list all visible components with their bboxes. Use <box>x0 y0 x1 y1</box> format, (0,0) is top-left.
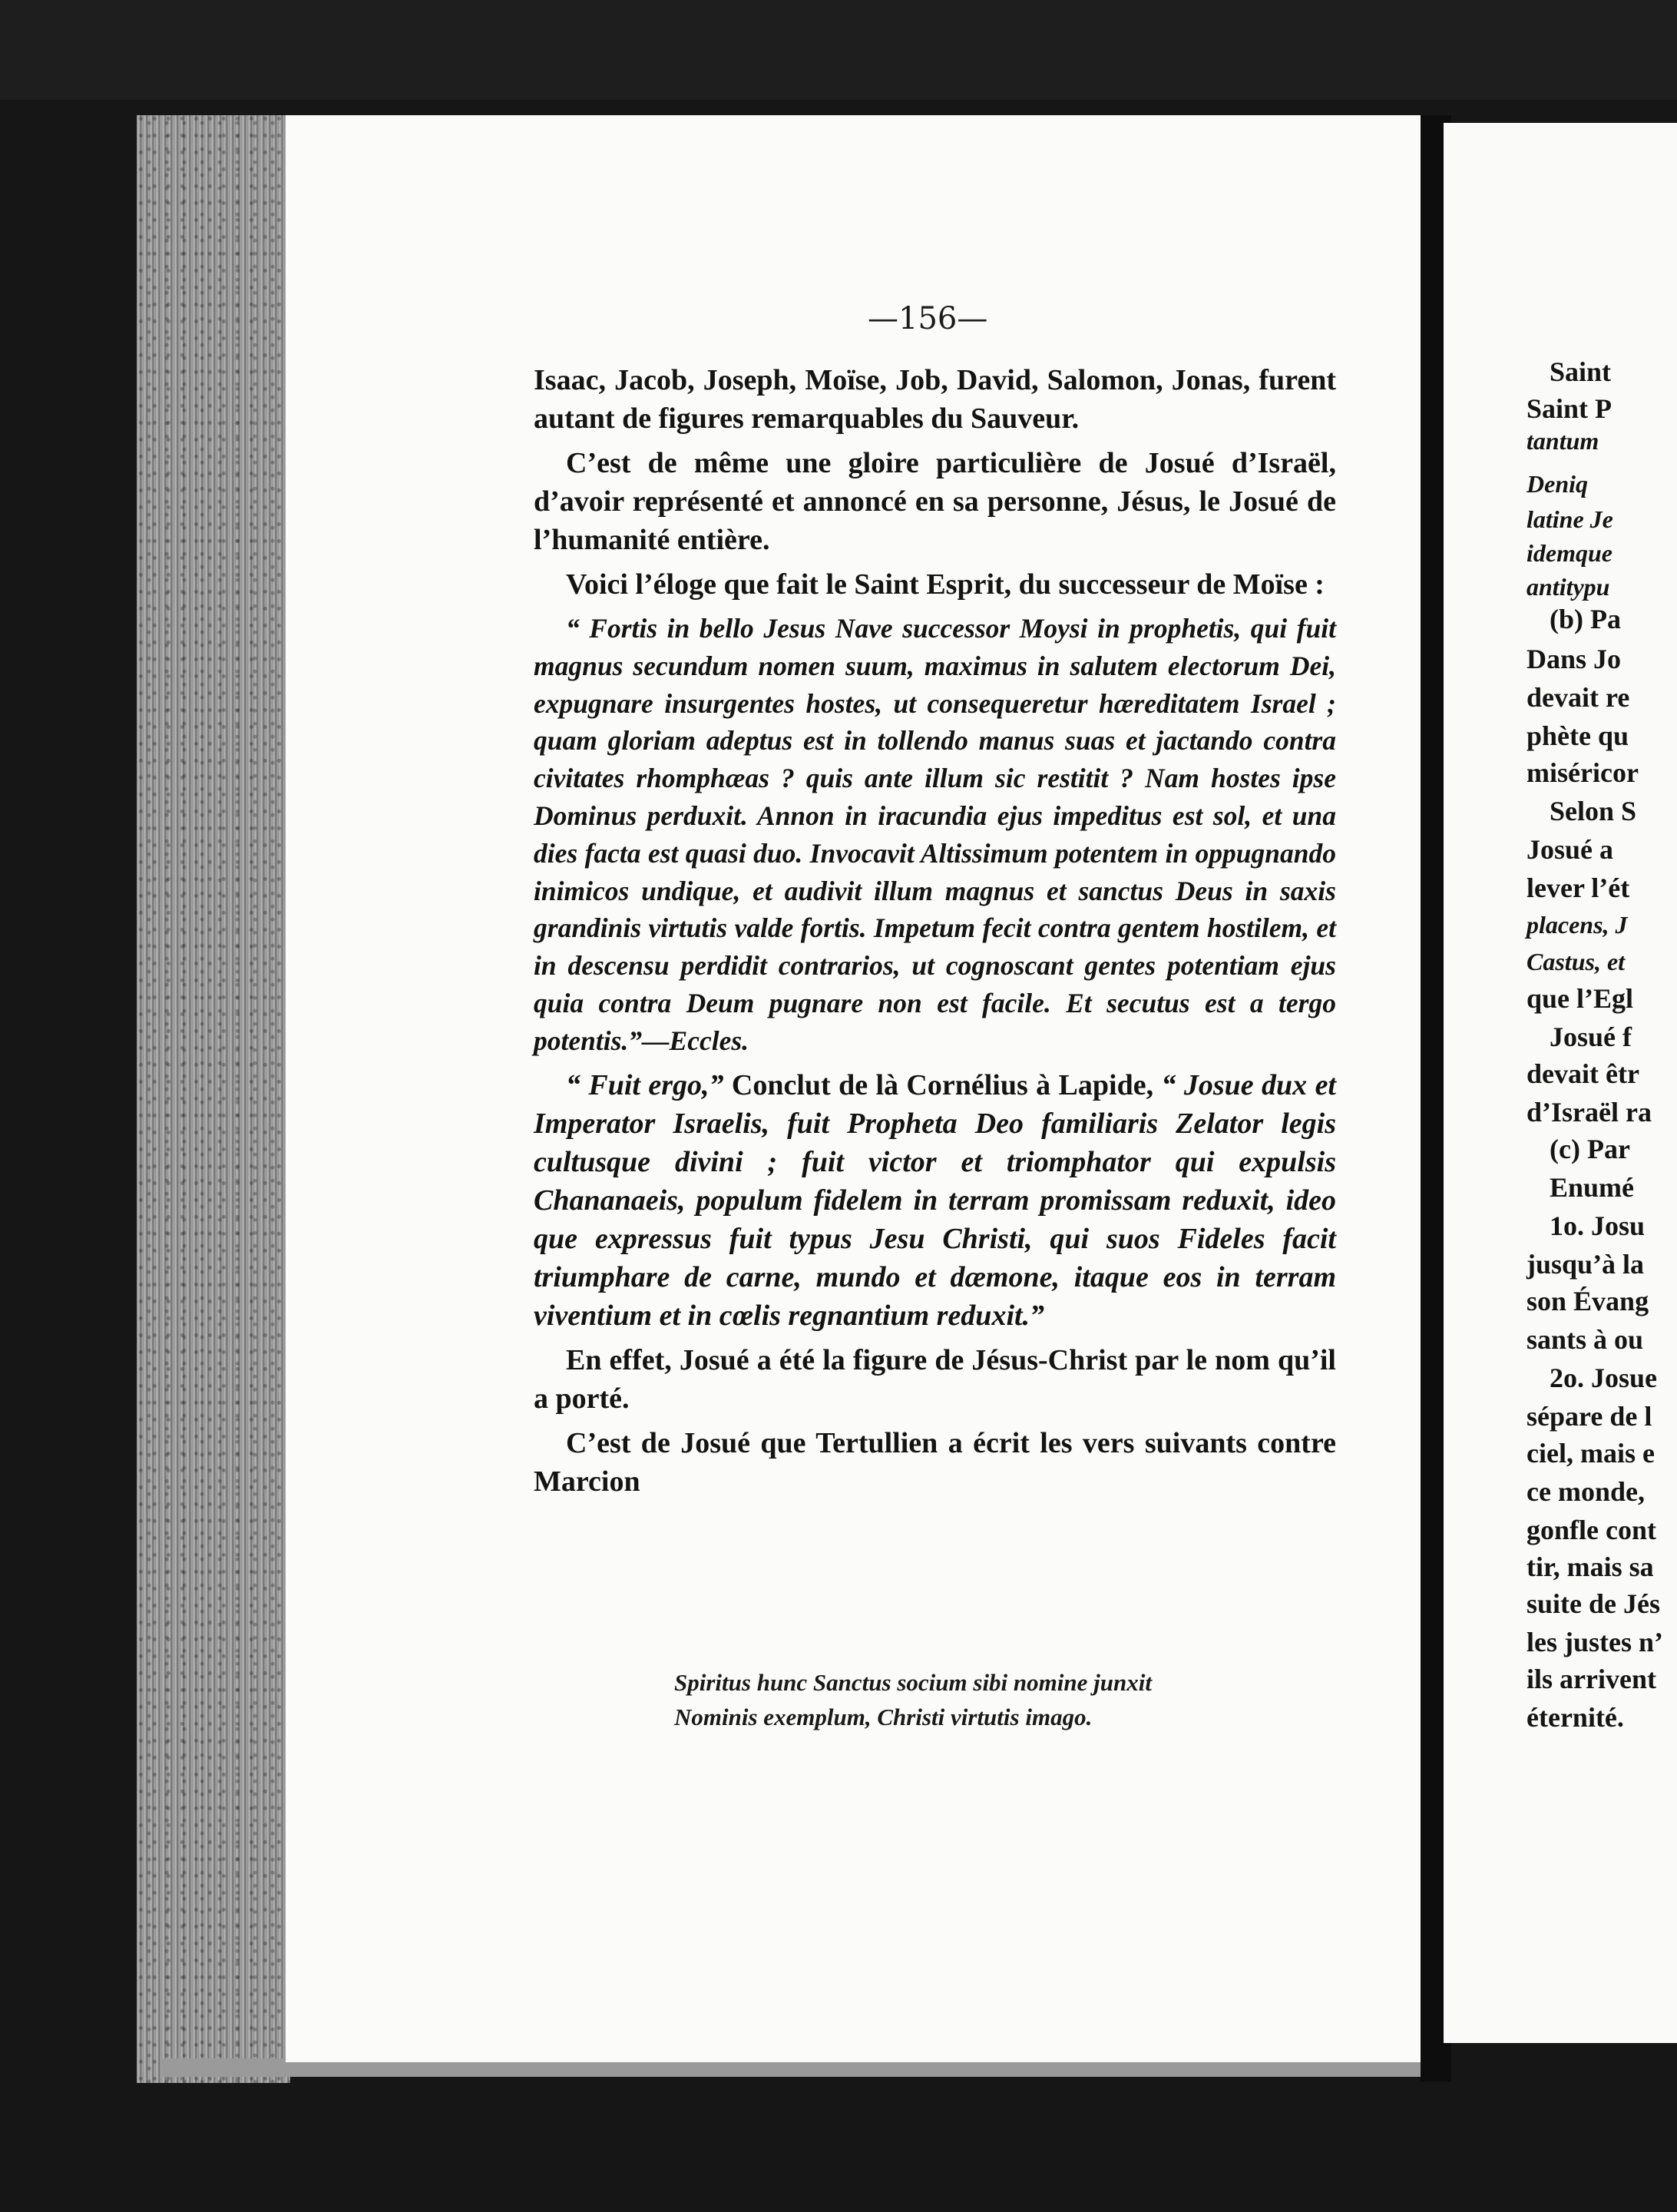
right-page-line: éternité. <box>1526 1702 1624 1733</box>
main-text <box>534 361 1336 1501</box>
right-page-line: 1o. Josu <box>1550 1210 1646 1241</box>
right-page-line: jusqu’à la <box>1526 1249 1645 1280</box>
right-page-line: les justes n’ <box>1526 1627 1663 1657</box>
right-page-line: tantum <box>1526 427 1599 455</box>
page-number: —156— <box>868 301 988 336</box>
quote-cornelius: “ Josue dux et Imperator Israelis, fuit Propheta Deo familiaris Zelator legis cultusque divini ; fuit victor et triomphator qui expulsis Chananaeis, populum fidelem in terram promissam reduxit, ideo que expressus fuit typus Jesu Christi, qui suos Fideles facit triumphare de carne, mundo et dæmone, itaque eos in terram viventium et in cœlis regnantium reduxit.” <box>534 1068 1336 1332</box>
right-page-line: suite de Jés <box>1526 1588 1660 1619</box>
right-page-line: Josué f <box>1550 1022 1632 1052</box>
right-page-line: (b) Pa <box>1550 604 1621 634</box>
paragraph-2: C’est de même une gloire particulière de Josué d’Israël, d’avoir représenté et annoncé en sa personne, Jésus, le Josué de l’humanité entière. <box>534 447 1336 556</box>
paragraph-4-attribution: Conclut de là Cornélius à Lapide, <box>723 1068 1162 1101</box>
paragraph-3: Voici l’éloge que fait le Saint Esprit, du successeur de Moïse : <box>566 568 1325 601</box>
scan-top-margin <box>0 0 1677 100</box>
right-page-line: miséricor <box>1526 757 1639 788</box>
right-page-line: idemque <box>1526 539 1612 567</box>
right-page-line: Saint P <box>1526 393 1612 424</box>
right-page-line: Selon S <box>1550 796 1637 826</box>
right-page-line: ce monde, <box>1526 1476 1645 1507</box>
book-page-edges <box>137 115 290 2083</box>
right-page-line: sépare de l <box>1526 1401 1652 1432</box>
right-page-line: devait êtr <box>1526 1058 1639 1089</box>
right-page-line: Castus, et <box>1526 948 1626 975</box>
right-page-line: sants à ou <box>1526 1324 1644 1355</box>
verse-line-2: Nominis exemplum, Christi virtutis imago. <box>674 1704 1093 1730</box>
right-page-line: Josué a <box>1526 834 1614 865</box>
quote-ecclesiasticus: “ Fortis in bello Jesus Nave successor Moysi in prophetis, qui fuit magnus secundum nomen suum, maximus in salutem electorum Dei, expugnare insurgentes hostes, ut consequeretur hæreditatem Israel ; quam gloriam adeptus est in tollendo manus suas et jactando contra civitates rhomphæas ? quis ante illum sic restitit ? Nam hostes ipse Dominus perduxit. Annon in iracundia ejus impeditus est sol, et una dies facta est quasi duo. Invocavit Altissimum potentem in oppugnando inimicos undique, et audivit illum magnus et sanctus Deus in saxis grandinis virtutis valde fortis. Impetum fecit contra gentem hostilem, et in descensu perdidit contrarios, ut cognoscant gentes potentiam ejus quia contra Deum pugnare non est facile. Et secutus est a tergo potentis.”—Eccles. <box>534 613 1336 1056</box>
right-page-line: (c) Par <box>1550 1134 1630 1164</box>
right-page-line: phète qu <box>1526 720 1629 751</box>
paragraph-5: En effet, Josué a été la figure de Jésus-Christ par le nom qu’il a porté. <box>534 1343 1336 1415</box>
right-page-line: Enumé <box>1550 1172 1635 1203</box>
right-page-line: devait re <box>1526 682 1630 713</box>
right-page-line: antitypu <box>1526 573 1610 601</box>
right-page-line: son Évang <box>1526 1286 1649 1316</box>
verse-block <box>674 1665 1258 1734</box>
right-page-line: Saint <box>1550 356 1612 387</box>
right-page-line: gonfle cont <box>1526 1515 1656 1545</box>
right-page-line: que l’Egl <box>1526 983 1634 1014</box>
right-page-line: d’Israël ra <box>1526 1097 1652 1128</box>
right-page-line: placens, J <box>1526 911 1628 939</box>
right-page-line: Deniq <box>1526 470 1588 498</box>
right-page-line: latine Je <box>1526 505 1613 533</box>
right-page-line: tir, mais sa <box>1526 1551 1654 1582</box>
right-page-line: ciel, mais e <box>1526 1438 1655 1469</box>
paragraph-1: Isaac, Jacob, Joseph, Moïse, Job, David, Salomon, Jonas, furent autant de figures remarquables du Sauveur. <box>534 364 1336 435</box>
paragraph-6: C’est de Josué que Tertullien a écrit les vers suivants contre Marcion <box>534 1426 1336 1498</box>
right-page-line: Dans Jo <box>1526 644 1622 674</box>
verse-line-1: Spiritus hunc Sanctus socium sibi nomine junxit <box>674 1669 1152 1696</box>
right-page-line: ils arrivent <box>1526 1664 1656 1694</box>
right-page-line: lever l’ét <box>1526 873 1630 903</box>
right-page-line: 2o. Josue <box>1550 1363 1658 1393</box>
paragraph-4 <box>534 1066 1336 1335</box>
paragraph-4-lead: “ Fuit ergo,” <box>566 1068 724 1101</box>
